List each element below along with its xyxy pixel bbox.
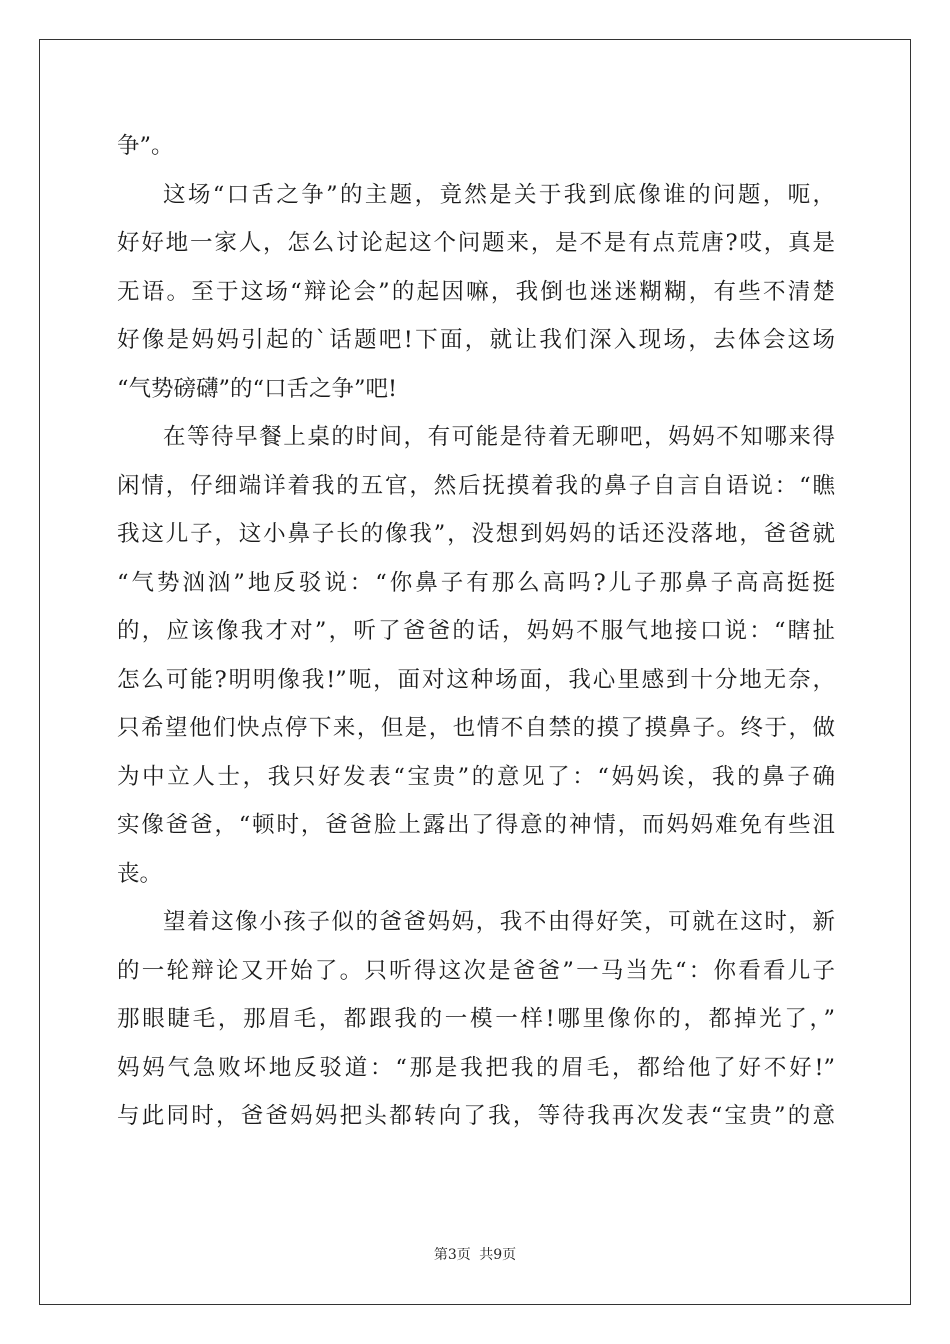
page-total: 共9页 — [479, 1247, 517, 1263]
body-text — [117, 122, 835, 1141]
text-line: 妈妈气急败坏地反驳道：“那是我把我的眉毛，都给他了好不好!” — [117, 1054, 835, 1081]
text-line: 我这儿子，这小鼻子长的像我”，没想到妈妈的话还没落地，爸爸就 — [117, 521, 835, 547]
text-line: 这场“口舌之争”的主题，竟然是关于我到底像谁的问题，呃， — [163, 181, 835, 208]
text-line: 在等待早餐上桌的时间，有可能是待着无聊吧，妈妈不知哪来得 — [163, 424, 835, 450]
text-line: 为中立人士，我只好发表“宝贵”的意见了：“妈妈诶，我的鼻子确 — [117, 763, 835, 790]
text-line: 的一轮辩论又开始了。只听得这次是爸爸”一马当先“：你看看儿子 — [117, 957, 835, 984]
text-line: 丧。 — [117, 860, 163, 887]
text-line: 实像爸爸，“顿时，爸爸脸上露出了得意的神情，而妈妈难免有些沮 — [117, 812, 835, 838]
text-line: “气势汹汹”地反驳说：“你鼻子有那么高吗?儿子那鼻子高高挺挺 — [117, 569, 835, 596]
text-line: 无语。至于这场“辩论会”的起因嘛，我倒也迷迷糊糊，有些不清楚 — [117, 278, 835, 305]
text-line: 好像是妈妈引起的`话题吧!下面，就让我们深入现场，去体会这场 — [117, 327, 835, 353]
text-line: 的，应该像我才对”，听了爸爸的话，妈妈不服气地接口说：“瞎扯 — [117, 618, 835, 644]
page-footer — [0, 1244, 950, 1264]
text-line: 只希望他们快点停下来，但是，也情不自禁的摸了摸鼻子。终于，做 — [117, 715, 835, 741]
text-line: 怎么可能?明明像我!”呃，面对这种场面，我心里感到十分地无奈， — [117, 666, 835, 693]
text-line: 与此同时，爸爸妈妈把头都转向了我，等待我再次发表“宝贵”的意 — [117, 1103, 835, 1129]
text-line: 那眼睫毛，那眉毛，都跟我的一模一样!哪里像你的，都掉光了，” — [117, 1006, 835, 1032]
text-line: 好好地一家人，怎么讨论起这个问题来，是不是有点荒唐?哎，真是 — [117, 230, 835, 256]
text-line: 望着这像小孩子似的爸爸妈妈，我不由得好笑，可就在这时，新 — [163, 909, 835, 935]
text-line: “气势磅礴”的“口舌之争”吧! — [117, 375, 398, 402]
text-line: 闲情，仔细端详着我的五官，然后抚摸着我的鼻子自言自语说：“瞧 — [117, 472, 835, 499]
text-line: 争”。 — [117, 133, 174, 159]
page-number: 第3页 — [433, 1247, 471, 1263]
